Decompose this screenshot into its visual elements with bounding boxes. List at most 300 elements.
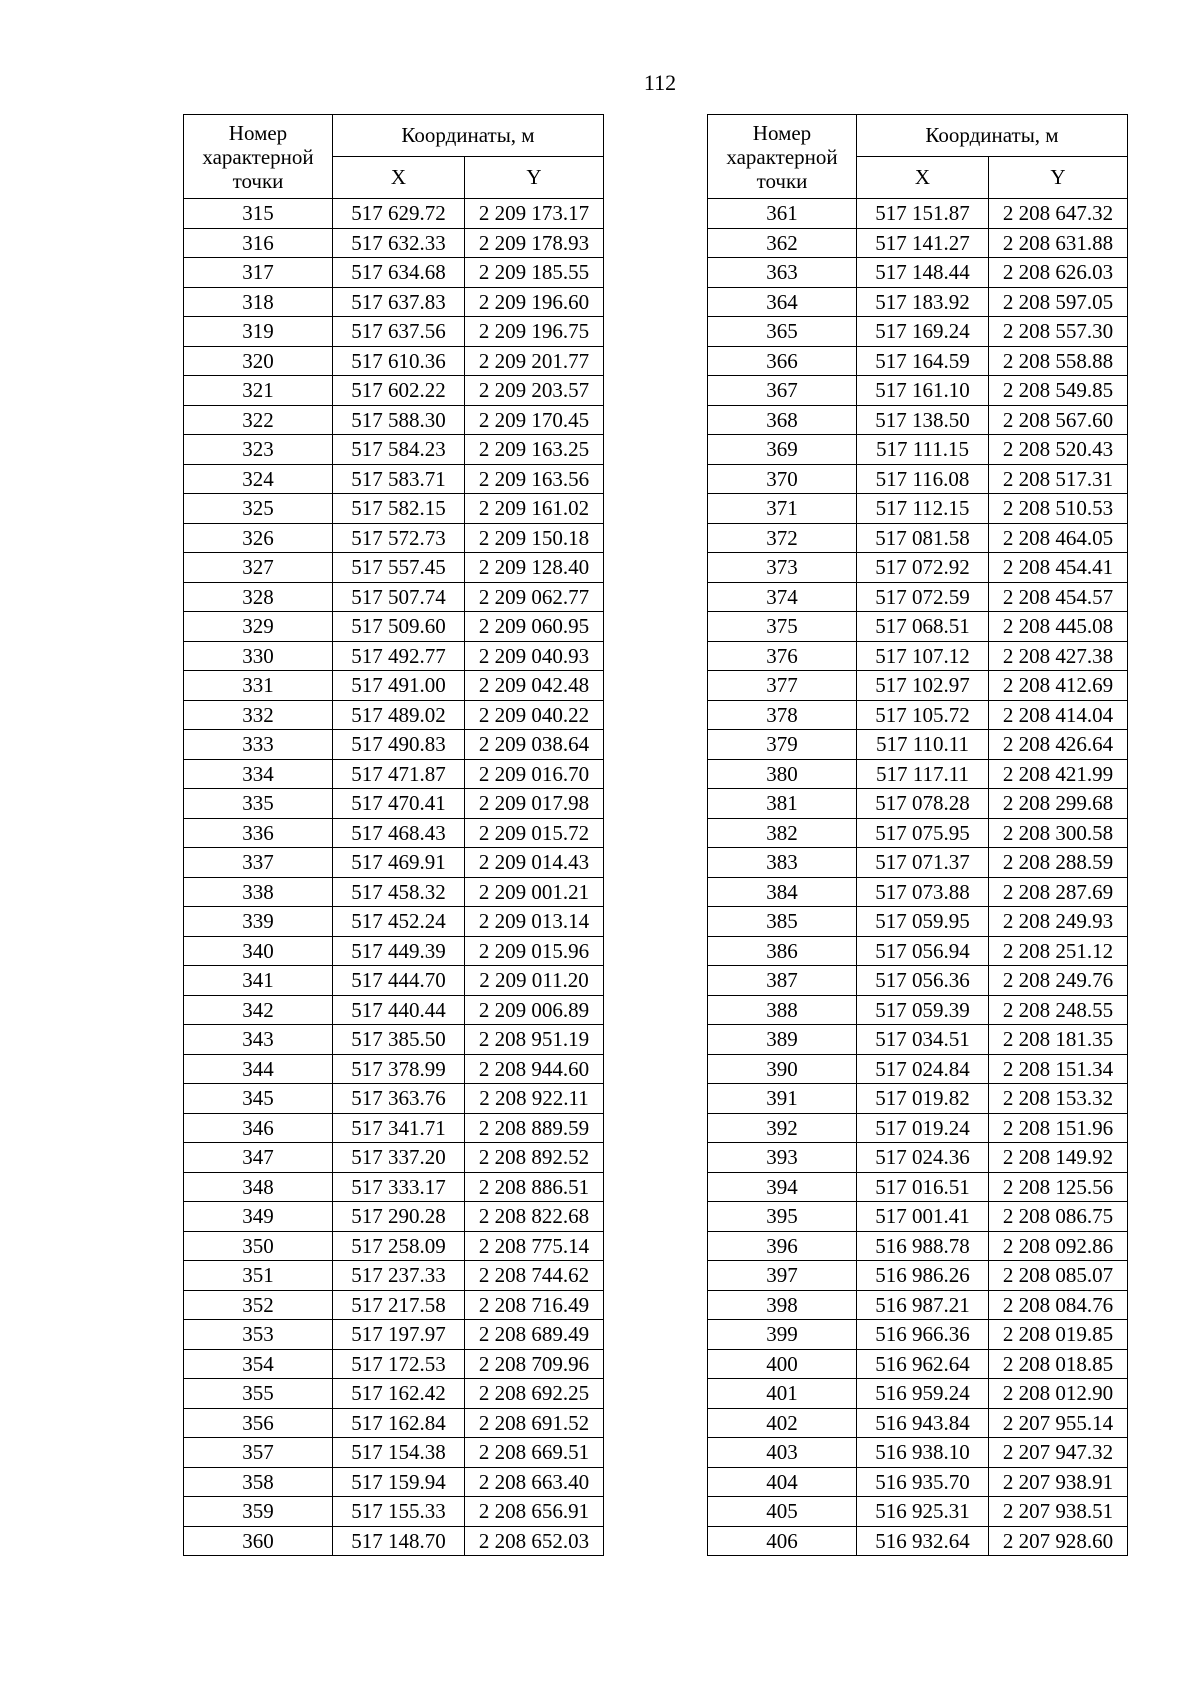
- y-coordinate-cell: 2 208 652.03: [465, 1526, 604, 1556]
- x-coordinate-cell: 517 155.33: [333, 1497, 465, 1527]
- y-coordinate-cell: 2 208 549.85: [989, 376, 1128, 406]
- point-number-cell: 406: [708, 1526, 857, 1556]
- x-coordinate-cell: 517 164.59: [857, 346, 989, 376]
- table-row: [708, 1202, 1128, 1232]
- point-number-cell: 359: [184, 1497, 333, 1527]
- table-row: [184, 789, 604, 819]
- x-coordinate-cell: 517 172.53: [333, 1349, 465, 1379]
- y-coordinate-cell: 2 208 689.49: [465, 1320, 604, 1350]
- point-number-cell: 345: [184, 1084, 333, 1114]
- point-number-header-line: точки: [232, 168, 284, 193]
- point-number-cell: 378: [708, 700, 857, 730]
- y-coordinate-cell: 2 209 201.77: [465, 346, 604, 376]
- point-number-cell: 356: [184, 1408, 333, 1438]
- x-coordinate-cell: 517 112.15: [857, 494, 989, 524]
- y-coordinate-cell: 2 208 567.60: [989, 405, 1128, 435]
- table-row: [184, 1113, 604, 1143]
- point-number-cell: 320: [184, 346, 333, 376]
- point-number-cell: 340: [184, 936, 333, 966]
- y-coordinate-cell: 2 208 248.55: [989, 995, 1128, 1025]
- y-coordinate-cell: 2 208 597.05: [989, 287, 1128, 317]
- y-coordinate-cell: 2 208 445.08: [989, 612, 1128, 642]
- x-coordinate-cell: 517 237.33: [333, 1261, 465, 1291]
- point-number-cell: 326: [184, 523, 333, 553]
- x-coordinate-cell: 517 363.76: [333, 1084, 465, 1114]
- table-row: [184, 1320, 604, 1350]
- x-coordinate-cell: 517 452.24: [333, 907, 465, 937]
- y-coordinate-cell: 2 209 015.72: [465, 818, 604, 848]
- point-number-cell: 382: [708, 818, 857, 848]
- x-coordinate-cell: 516 935.70: [857, 1467, 989, 1497]
- x-coordinate-cell: 516 962.64: [857, 1349, 989, 1379]
- table-row: [708, 936, 1128, 966]
- table-row: [708, 376, 1128, 406]
- x-coordinate-cell: 517 154.38: [333, 1438, 465, 1468]
- page-number: 112: [643, 70, 677, 95]
- x-coordinate-cell: 517 059.39: [857, 995, 989, 1025]
- x-coordinate-cell: 517 081.58: [857, 523, 989, 553]
- point-number-cell: 334: [184, 759, 333, 789]
- x-coordinate-cell: 517 056.36: [857, 966, 989, 996]
- y-coordinate-cell: 2 208 669.51: [465, 1438, 604, 1468]
- x-coordinate-cell: 517 509.60: [333, 612, 465, 642]
- table-row: [708, 435, 1128, 465]
- table-row: [708, 523, 1128, 553]
- table-row: [184, 1084, 604, 1114]
- table-row: [184, 671, 604, 701]
- x-coordinate-cell: 517 637.56: [333, 317, 465, 347]
- point-number-cell: 330: [184, 641, 333, 671]
- x-coordinate-cell: 517 019.82: [857, 1084, 989, 1114]
- y-coordinate-cell: 2 208 922.11: [465, 1084, 604, 1114]
- x-coordinate-cell: 517 449.39: [333, 936, 465, 966]
- point-number-header-line: точки: [756, 168, 808, 193]
- y-coordinate-cell: 2 208 656.91: [465, 1497, 604, 1527]
- x-coordinate-cell: 517 490.83: [333, 730, 465, 760]
- table-row: [184, 995, 604, 1025]
- point-number-header-line: Номер: [752, 120, 812, 145]
- table-row: [184, 317, 604, 347]
- y-coordinate-cell: 2 209 017.98: [465, 789, 604, 819]
- point-number-cell: 399: [708, 1320, 857, 1350]
- x-coordinate-cell: 517 637.83: [333, 287, 465, 317]
- table-row: [184, 700, 604, 730]
- y-coordinate-cell: 2 208 558.88: [989, 346, 1128, 376]
- point-number-cell: 361: [708, 199, 857, 229]
- y-coordinate-cell: 2 209 001.21: [465, 877, 604, 907]
- y-coordinate-cell: 2 209 196.75: [465, 317, 604, 347]
- y-coordinate-cell: 2 208 412.69: [989, 671, 1128, 701]
- y-coordinate-cell: 2 208 092.86: [989, 1231, 1128, 1261]
- table-row: [708, 553, 1128, 583]
- table-row: [184, 523, 604, 553]
- table-row: [184, 1438, 604, 1468]
- point-number-cell: 318: [184, 287, 333, 317]
- x-coordinate-cell: 516 925.31: [857, 1497, 989, 1527]
- table-row: [184, 1202, 604, 1232]
- point-number-cell: 335: [184, 789, 333, 819]
- table-row: [708, 700, 1128, 730]
- y-coordinate-cell: 2 208 249.93: [989, 907, 1128, 937]
- x-coordinate-cell: 516 938.10: [857, 1438, 989, 1468]
- table-row: [184, 1025, 604, 1055]
- x-coordinate-cell: 517 072.92: [857, 553, 989, 583]
- point-number-cell: 363: [708, 258, 857, 288]
- point-number-cell: 362: [708, 228, 857, 258]
- point-number-cell: 371: [708, 494, 857, 524]
- x-coordinate-cell: 517 111.15: [857, 435, 989, 465]
- y-coordinate-cell: 2 208 647.32: [989, 199, 1128, 229]
- table-row: [708, 258, 1128, 288]
- x-coordinate-cell: 517 582.15: [333, 494, 465, 524]
- x-header: X: [333, 157, 465, 199]
- point-number-cell: 332: [184, 700, 333, 730]
- point-number-cell: 373: [708, 553, 857, 583]
- point-number-cell: 396: [708, 1231, 857, 1261]
- x-coordinate-cell: 516 943.84: [857, 1408, 989, 1438]
- table-row: [184, 907, 604, 937]
- x-coordinate-cell: 517 468.43: [333, 818, 465, 848]
- y-coordinate-cell: 2 207 947.32: [989, 1438, 1128, 1468]
- point-number-cell: 341: [184, 966, 333, 996]
- y-coordinate-cell: 2 208 019.85: [989, 1320, 1128, 1350]
- table-row: [708, 1054, 1128, 1084]
- y-coordinate-cell: 2 209 161.02: [465, 494, 604, 524]
- y-coordinate-cell: 2 209 178.93: [465, 228, 604, 258]
- point-number-cell: 393: [708, 1143, 857, 1173]
- point-number-cell: 390: [708, 1054, 857, 1084]
- y-coordinate-cell: 2 208 775.14: [465, 1231, 604, 1261]
- table-row: [708, 287, 1128, 317]
- table-row: [708, 759, 1128, 789]
- y-coordinate-cell: 2 208 153.32: [989, 1084, 1128, 1114]
- table-row: [184, 553, 604, 583]
- point-number-cell: 370: [708, 464, 857, 494]
- table-row: [184, 228, 604, 258]
- point-number-cell: 344: [184, 1054, 333, 1084]
- table-row: [708, 317, 1128, 347]
- y-coordinate-cell: 2 209 006.89: [465, 995, 604, 1025]
- x-coordinate-cell: 517 148.44: [857, 258, 989, 288]
- point-number-cell: 347: [184, 1143, 333, 1173]
- y-coordinate-cell: 2 209 203.57: [465, 376, 604, 406]
- x-coordinate-cell: 517 024.84: [857, 1054, 989, 1084]
- point-number-cell: 395: [708, 1202, 857, 1232]
- x-coordinate-cell: 516 959.24: [857, 1379, 989, 1409]
- y-coordinate-cell: 2 208 018.85: [989, 1349, 1128, 1379]
- y-coordinate-cell: 2 208 744.62: [465, 1261, 604, 1291]
- table-row: [184, 1467, 604, 1497]
- x-coordinate-cell: 517 016.51: [857, 1172, 989, 1202]
- x-coordinate-cell: 517 471.87: [333, 759, 465, 789]
- table-row: [184, 1172, 604, 1202]
- y-header: Y: [465, 157, 604, 199]
- table-row: [708, 199, 1128, 229]
- y-coordinate-cell: 2 209 015.96: [465, 936, 604, 966]
- x-coordinate-cell: 517 105.72: [857, 700, 989, 730]
- y-coordinate-cell: 2 208 151.34: [989, 1054, 1128, 1084]
- point-number-cell: 315: [184, 199, 333, 229]
- y-coordinate-cell: 2 208 692.25: [465, 1379, 604, 1409]
- x-coordinate-cell: 517 557.45: [333, 553, 465, 583]
- x-coordinate-cell: 517 110.11: [857, 730, 989, 760]
- y-coordinate-cell: 2 208 691.52: [465, 1408, 604, 1438]
- point-number-cell: 403: [708, 1438, 857, 1468]
- x-coordinate-cell: 517 337.20: [333, 1143, 465, 1173]
- x-coordinate-cell: 517 102.97: [857, 671, 989, 701]
- y-coordinate-cell: 2 209 040.22: [465, 700, 604, 730]
- y-coordinate-cell: 2 208 012.90: [989, 1379, 1128, 1409]
- x-coordinate-cell: 517 629.72: [333, 199, 465, 229]
- point-number-cell: 355: [184, 1379, 333, 1409]
- table-row: [708, 1172, 1128, 1202]
- point-number-cell: 375: [708, 612, 857, 642]
- table-row: [708, 907, 1128, 937]
- table-row: [708, 1438, 1128, 1468]
- y-coordinate-cell: 2 208 663.40: [465, 1467, 604, 1497]
- point-number-cell: 379: [708, 730, 857, 760]
- x-coordinate-cell: 517 056.94: [857, 936, 989, 966]
- y-coordinate-cell: 2 208 631.88: [989, 228, 1128, 258]
- point-number-cell: 377: [708, 671, 857, 701]
- table-row: [708, 1025, 1128, 1055]
- y-coordinate-cell: 2 208 454.41: [989, 553, 1128, 583]
- x-coordinate-cell: 517 489.02: [333, 700, 465, 730]
- x-coordinate-cell: 517 583.71: [333, 464, 465, 494]
- x-coordinate-cell: 517 117.11: [857, 759, 989, 789]
- x-coordinate-cell: 516 966.36: [857, 1320, 989, 1350]
- table-row: [708, 1320, 1128, 1350]
- table-row: [708, 228, 1128, 258]
- y-coordinate-cell: 2 208 287.69: [989, 877, 1128, 907]
- point-number-cell: 365: [708, 317, 857, 347]
- table-row: [184, 1054, 604, 1084]
- table-row: [184, 287, 604, 317]
- table-row: [184, 1526, 604, 1556]
- table-row: [708, 671, 1128, 701]
- table-row: [184, 258, 604, 288]
- table-row: [708, 1497, 1128, 1527]
- x-coordinate-cell: 517 068.51: [857, 612, 989, 642]
- table-row: [184, 877, 604, 907]
- x-coordinate-cell: 517 492.77: [333, 641, 465, 671]
- point-number-cell: 392: [708, 1113, 857, 1143]
- table-row: [708, 464, 1128, 494]
- table-row: [708, 818, 1128, 848]
- point-number-cell: 336: [184, 818, 333, 848]
- point-number-header: [184, 115, 333, 199]
- point-number-cell: 405: [708, 1497, 857, 1527]
- point-number-cell: 353: [184, 1320, 333, 1350]
- point-number-cell: 369: [708, 435, 857, 465]
- x-coordinate-cell: 517 162.42: [333, 1379, 465, 1409]
- point-number-cell: 387: [708, 966, 857, 996]
- point-number-cell: 343: [184, 1025, 333, 1055]
- table-row: [184, 1497, 604, 1527]
- table-row: [708, 494, 1128, 524]
- y-coordinate-cell: 2 208 149.92: [989, 1143, 1128, 1173]
- y-coordinate-cell: 2 208 557.30: [989, 317, 1128, 347]
- point-number-cell: 342: [184, 995, 333, 1025]
- y-coordinate-cell: 2 209 163.56: [465, 464, 604, 494]
- y-coordinate-cell: 2 208 084.76: [989, 1290, 1128, 1320]
- y-coordinate-cell: 2 208 951.19: [465, 1025, 604, 1055]
- x-coordinate-cell: 517 385.50: [333, 1025, 465, 1055]
- table-row: [708, 405, 1128, 435]
- x-coordinate-cell: 517 258.09: [333, 1231, 465, 1261]
- y-coordinate-cell: 2 208 454.57: [989, 582, 1128, 612]
- x-coordinate-cell: 517 217.58: [333, 1290, 465, 1320]
- point-number-header-line: характерной: [726, 144, 838, 169]
- point-number-cell: 350: [184, 1231, 333, 1261]
- table-row: [184, 759, 604, 789]
- point-number-cell: 338: [184, 877, 333, 907]
- x-coordinate-cell: 517 138.50: [857, 405, 989, 435]
- y-coordinate-cell: 2 209 060.95: [465, 612, 604, 642]
- table-row: [184, 376, 604, 406]
- x-coordinate-cell: 517 183.92: [857, 287, 989, 317]
- table-row: [184, 435, 604, 465]
- x-coordinate-cell: 517 073.88: [857, 877, 989, 907]
- y-coordinate-cell: 2 208 249.76: [989, 966, 1128, 996]
- point-number-header-line: Номер: [228, 120, 288, 145]
- point-number-cell: 331: [184, 671, 333, 701]
- point-number-cell: 337: [184, 848, 333, 878]
- point-number-cell: 372: [708, 523, 857, 553]
- y-coordinate-cell: 2 208 125.56: [989, 1172, 1128, 1202]
- point-number-cell: 357: [184, 1438, 333, 1468]
- y-coordinate-cell: 2 208 944.60: [465, 1054, 604, 1084]
- table-row: [184, 730, 604, 760]
- point-number-cell: 360: [184, 1526, 333, 1556]
- y-coordinate-cell: 2 209 014.43: [465, 848, 604, 878]
- x-coordinate-cell: 517 107.12: [857, 641, 989, 671]
- y-coordinate-cell: 2 207 938.51: [989, 1497, 1128, 1527]
- y-coordinate-cell: 2 208 288.59: [989, 848, 1128, 878]
- y-coordinate-cell: 2 208 892.52: [465, 1143, 604, 1173]
- table-row: [184, 346, 604, 376]
- y-coordinate-cell: 2 208 151.96: [989, 1113, 1128, 1143]
- table-row: [184, 464, 604, 494]
- point-number-cell: 380: [708, 759, 857, 789]
- y-coordinate-cell: 2 209 042.48: [465, 671, 604, 701]
- y-coordinate-cell: 2 208 421.99: [989, 759, 1128, 789]
- y-coordinate-cell: 2 208 464.05: [989, 523, 1128, 553]
- point-number-cell: 384: [708, 877, 857, 907]
- x-coordinate-cell: 517 071.37: [857, 848, 989, 878]
- x-coordinate-cell: 517 469.91: [333, 848, 465, 878]
- x-coordinate-cell: 517 290.28: [333, 1202, 465, 1232]
- y-coordinate-cell: 2 209 062.77: [465, 582, 604, 612]
- table-row: [708, 966, 1128, 996]
- table-row: [184, 199, 604, 229]
- table-row: [184, 612, 604, 642]
- x-coordinate-cell: 517 197.97: [333, 1320, 465, 1350]
- table-row: [184, 582, 604, 612]
- table-row: [708, 877, 1128, 907]
- point-number-cell: 327: [184, 553, 333, 583]
- point-number-cell: 358: [184, 1467, 333, 1497]
- point-number-cell: 398: [708, 1290, 857, 1320]
- y-coordinate-cell: 2 209 040.93: [465, 641, 604, 671]
- point-number-cell: 388: [708, 995, 857, 1025]
- table-row: [708, 346, 1128, 376]
- point-number-cell: 351: [184, 1261, 333, 1291]
- x-coordinate-cell: 517 159.94: [333, 1467, 465, 1497]
- point-number-cell: 325: [184, 494, 333, 524]
- y-coordinate-cell: 2 209 016.70: [465, 759, 604, 789]
- x-header: X: [857, 157, 989, 199]
- x-coordinate-cell: 517 141.27: [857, 228, 989, 258]
- table-row: [184, 818, 604, 848]
- y-coordinate-cell: 2 208 300.58: [989, 818, 1128, 848]
- x-coordinate-cell: 517 078.28: [857, 789, 989, 819]
- table-row: [708, 1261, 1128, 1291]
- x-coordinate-cell: 517 632.33: [333, 228, 465, 258]
- y-coordinate-cell: 2 208 520.43: [989, 435, 1128, 465]
- point-number-cell: 354: [184, 1349, 333, 1379]
- x-coordinate-cell: 517 507.74: [333, 582, 465, 612]
- table-row: [184, 1143, 604, 1173]
- x-coordinate-cell: 517 440.44: [333, 995, 465, 1025]
- x-coordinate-cell: 516 987.21: [857, 1290, 989, 1320]
- point-number-cell: 321: [184, 376, 333, 406]
- table-row: [184, 1408, 604, 1438]
- y-coordinate-cell: 2 208 251.12: [989, 936, 1128, 966]
- point-number-cell: 352: [184, 1290, 333, 1320]
- y-coordinate-cell: 2 209 150.18: [465, 523, 604, 553]
- y-header: Y: [989, 157, 1128, 199]
- table-row: [184, 848, 604, 878]
- x-coordinate-cell: 517 162.84: [333, 1408, 465, 1438]
- point-number-cell: 401: [708, 1379, 857, 1409]
- point-number-cell: 328: [184, 582, 333, 612]
- point-number-cell: 339: [184, 907, 333, 937]
- point-number-cell: 385: [708, 907, 857, 937]
- x-coordinate-cell: 517 148.70: [333, 1526, 465, 1556]
- x-coordinate-cell: 517 588.30: [333, 405, 465, 435]
- coordinates-header: Координаты, м: [857, 115, 1128, 157]
- table-row: [184, 966, 604, 996]
- point-number-cell: 368: [708, 405, 857, 435]
- point-number-cell: 383: [708, 848, 857, 878]
- point-number-cell: 333: [184, 730, 333, 760]
- y-coordinate-cell: 2 208 181.35: [989, 1025, 1128, 1055]
- y-coordinate-cell: 2 208 716.49: [465, 1290, 604, 1320]
- point-number-cell: 400: [708, 1349, 857, 1379]
- x-coordinate-cell: 517 001.41: [857, 1202, 989, 1232]
- point-number-cell: 374: [708, 582, 857, 612]
- x-coordinate-cell: 516 986.26: [857, 1261, 989, 1291]
- point-number-cell: 322: [184, 405, 333, 435]
- y-coordinate-cell: 2 207 938.91: [989, 1467, 1128, 1497]
- table-row: [708, 1084, 1128, 1114]
- point-number-cell: 397: [708, 1261, 857, 1291]
- x-coordinate-cell: 516 932.64: [857, 1526, 989, 1556]
- table-row: [184, 1379, 604, 1409]
- x-coordinate-cell: 517 169.24: [857, 317, 989, 347]
- x-coordinate-cell: 517 333.17: [333, 1172, 465, 1202]
- point-number-cell: 317: [184, 258, 333, 288]
- y-coordinate-cell: 2 208 510.53: [989, 494, 1128, 524]
- x-coordinate-cell: 517 444.70: [333, 966, 465, 996]
- table-row: [708, 1379, 1128, 1409]
- x-coordinate-cell: 517 161.10: [857, 376, 989, 406]
- x-coordinate-cell: 517 059.95: [857, 907, 989, 937]
- y-coordinate-cell: 2 208 822.68: [465, 1202, 604, 1232]
- x-coordinate-cell: 517 470.41: [333, 789, 465, 819]
- y-coordinate-cell: 2 209 013.14: [465, 907, 604, 937]
